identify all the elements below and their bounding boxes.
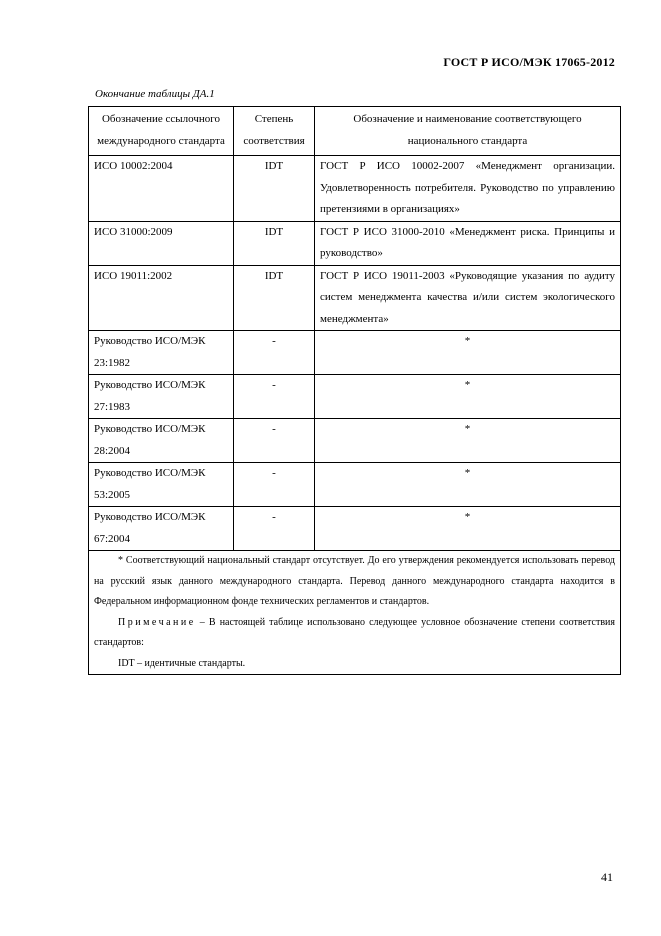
cell-national: ГОСТ Р ИСО 19011-2003 «Руководящие указания по аудиту систем менеджмента качества и/или систем экологического менеджмента» [315, 265, 621, 331]
cell-degree: - [234, 331, 315, 375]
cell-national: ГОСТ Р ИСО 31000-2010 «Менеджмент риска. Принципы и руководство» [315, 221, 621, 265]
cell-degree: - [234, 507, 315, 551]
column-header-degree: Степень соответствия [234, 107, 315, 156]
table-row [89, 419, 621, 463]
cell-ref: Руководство ИСО/МЭК 28:2004 [89, 419, 234, 463]
cell-ref: Руководство ИСО/МЭК 53:2005 [89, 463, 234, 507]
note-label: Примечание [118, 616, 196, 628]
page-number: 41 [601, 870, 613, 884]
cell-national: * [315, 419, 621, 463]
cell-ref: ИСО 31000:2009 [89, 221, 234, 265]
cell-degree: IDT [234, 156, 315, 222]
cell-national: * [315, 463, 621, 507]
note-paragraph [94, 613, 615, 654]
table-footer-row [89, 551, 621, 675]
cell-ref: ИСО 10002:2004 [89, 156, 234, 222]
cell-degree: - [234, 463, 315, 507]
table-header-row [89, 107, 621, 156]
legend-text: IDT – идентичные стандарты. [118, 657, 246, 669]
cell-national: ГОСТ Р ИСО 10002-2007 «Менеджмент организации. Удовлетворенность потребителя. Руководство по управлению претензиями в организациях» [315, 156, 621, 222]
table-row [89, 221, 621, 265]
note-text: – В настоящей таблице использовано следующее условное обозначение степени соответствия стандартов: [94, 616, 615, 648]
table-row [89, 507, 621, 551]
cell-ref: Руководство ИСО/МЭК 67:2004 [89, 507, 234, 551]
table-caption: Окончание таблицы ДА.1 [95, 88, 215, 100]
cell-national: * [315, 507, 621, 551]
column-header-national: Обозначение и наименование соответствующего национального стандарта [315, 107, 621, 156]
table-row [89, 156, 621, 222]
cell-degree: - [234, 419, 315, 463]
document-header: ГОСТ Р ИСО/МЭК 17065-2012 [443, 55, 615, 69]
cell-national: * [315, 375, 621, 419]
table-footnote-cell [89, 551, 621, 675]
standards-table [88, 106, 621, 675]
cell-ref: ИСО 19011:2002 [89, 265, 234, 331]
footnote-text: * Соответствующий национальный стандарт отсутствует. До его утверждения рекомендуется использовать перевод на русский язык данного международного стандарта. Перевод данного международного стандарта находится в Федеральном информационном фонде технических регламентов и стандартов. [94, 555, 615, 607]
table-row [89, 331, 621, 375]
cell-ref: Руководство ИСО/МЭК 27:1983 [89, 375, 234, 419]
cell-ref: Руководство ИСО/МЭК 23:1982 [89, 331, 234, 375]
cell-degree: IDT [234, 221, 315, 265]
cell-degree: - [234, 375, 315, 419]
table-row [89, 375, 621, 419]
table-row [89, 265, 621, 331]
cell-national: * [315, 331, 621, 375]
cell-degree: IDT [234, 265, 315, 331]
column-header-ref: Обозначение ссылочного международного стандарта [89, 107, 234, 156]
table-row [89, 463, 621, 507]
